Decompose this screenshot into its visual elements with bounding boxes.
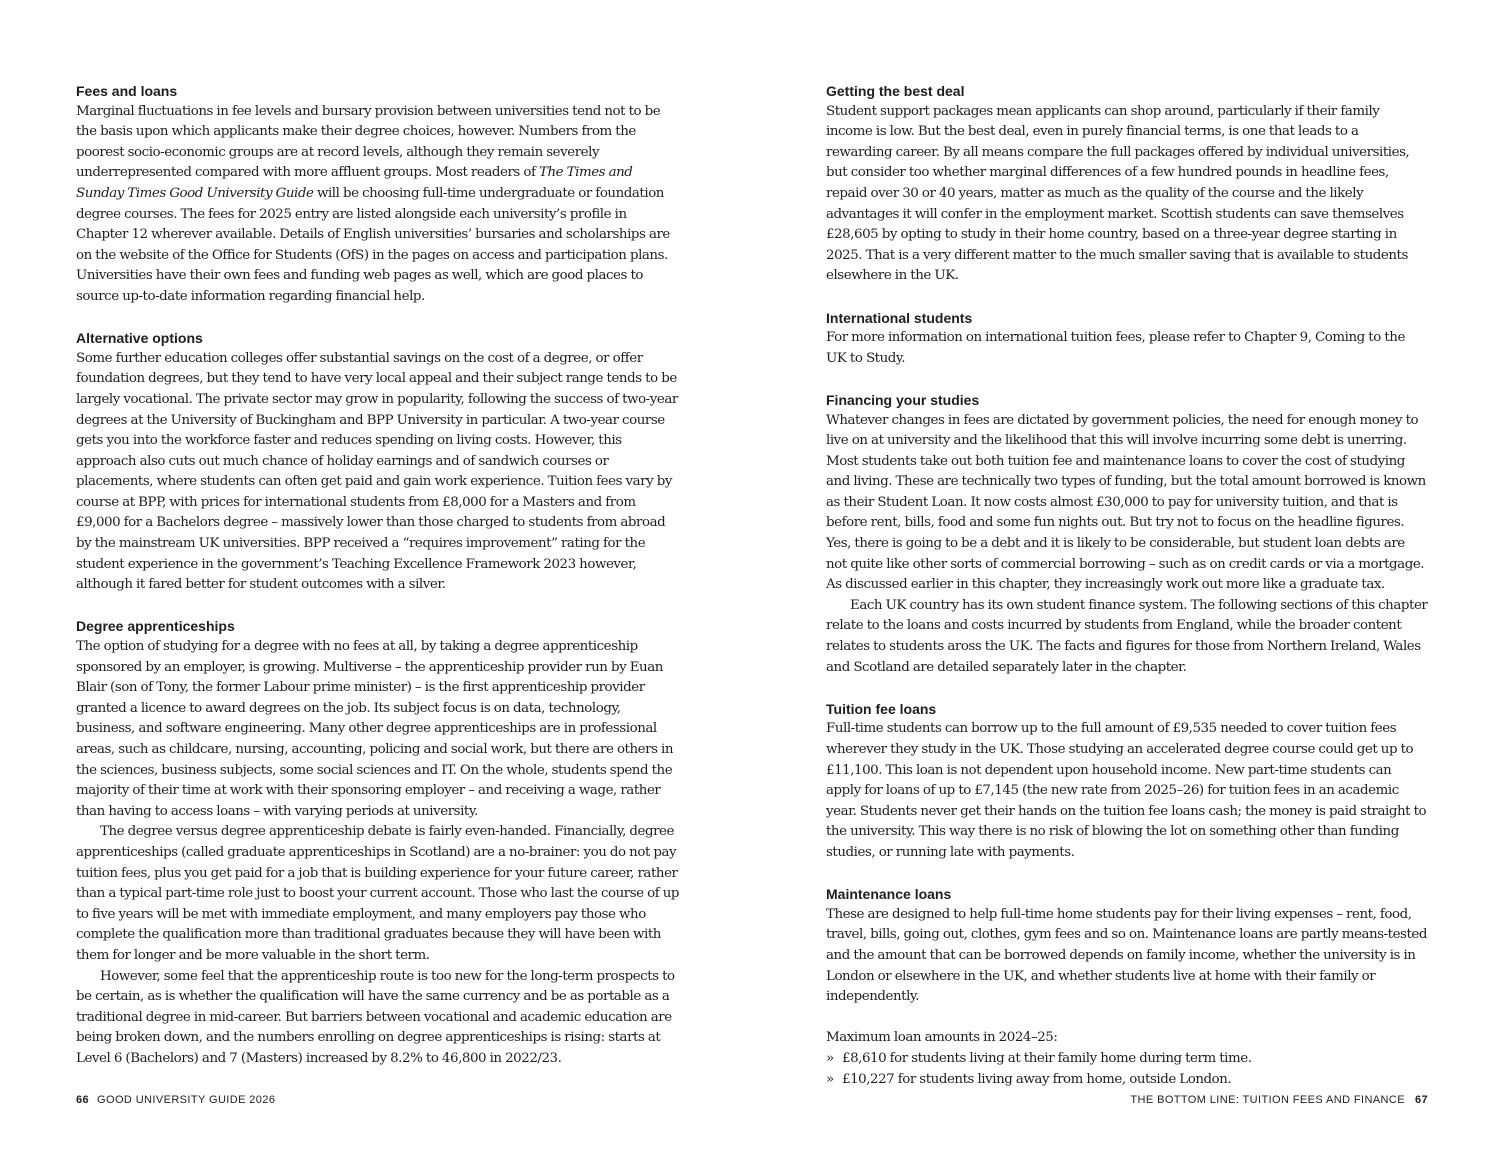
section-financing-your-studies [826, 390, 1428, 678]
right-column [826, 81, 1428, 1111]
section-heading: Fees and loans [76, 83, 178, 99]
left-footer [76, 1094, 275, 1106]
section-alternative-options [76, 328, 682, 596]
bullet-marker: » [826, 1071, 834, 1087]
section-heading: Alternative options [76, 330, 203, 347]
section-heading: International students [826, 309, 973, 326]
paragraph: Some further education colleges offer substantial savings on the cost of a degree, or offer foundation degrees, but they tend to have very local appeal and their subject range tends to be largely vocational. The private sector may grow in popularity, following the success of two-year degrees at the University of Buckingham and BPP University in particular. A two-year course gets you into the workforce faster and reduces spending on living costs. However, this approach also cuts out much chance of holiday earnings and of sandwich courses or placements, where students can often get paid and gain work experience. Tuition fees vary by course at BPP, with prices for international students from £8,000 for a Masters and from £9,000 for a Bachelors degree – massively lower than those charged to students from abroad by the mainstream UK universities. BPP received a “requires improvement” rating for the student experience in the government’s Teaching Excellence Framework 2023 however, although it fared better for student outcomes with a silver. [76, 350, 678, 593]
section-fees-and-loans [76, 81, 682, 308]
section-heading: Financing your studies [826, 391, 980, 408]
list-item-text: £10,227 for students living away from home, outside London. [842, 1071, 1232, 1087]
paragraph: For more information on international tuition fees, please refer to Chapter 9, Coming to the UK to Study. [826, 330, 1405, 366]
page-number: 66 [76, 1094, 90, 1106]
paragraph: Whatever changes in fees are dictated by government policies, the need for enough money to live on at university and the likelihood that this will involve incurring some debt is unerring. Most students take out both tuition fee and maintenance loans to cover the cost of studying and living. These are technically two types of funding, but the total amount borrowed is known as their Student Loan. It now costs almost £30,000 to pay for university tuition, and that is before rent, bills, food and some fun nights out. But try not to focus on the headline figures. Yes, there is going to be a debt and it is likely to be considerable, but student loan debts are not quite like other sorts of commercial borrowing – such as on credit cards or via a mortgage. As discussed earlier in this chapter, they increasingly work out more like a graduate tax. [826, 412, 1426, 593]
book-title-italic: The Times and Sunday Times Good University Guide [76, 165, 633, 201]
bullet-marker: » [826, 1050, 834, 1066]
section-tuition-fee-loans [826, 699, 1428, 864]
right-footer [1130, 1094, 1428, 1106]
paragraph-text: will be choosing full-time undergraduate or foundation degree courses. The fees for 2025 entry are listed alongside each university’s profile in Chapter 12 wherever available. Details of English universities’ bursaries and scholarships are on the website of the Office for Students (OfS) in the pages on access and participation plans. Universities have their own fees and funding web pages as well, which are good places to source up-to-date information regarding financial help. [76, 185, 670, 304]
section-maintenance-loans [826, 884, 1428, 1008]
bullet-list [826, 1049, 1428, 1090]
section-heading: Tuition fee loans [826, 700, 937, 717]
running-title: GOOD UNIVERSITY GUIDE 2026 [97, 1094, 276, 1106]
section-heading: Getting the best deal [826, 83, 965, 99]
section-international-students [826, 308, 1428, 370]
list-item [826, 1049, 1428, 1070]
section-degree-apprenticeships [76, 616, 682, 1069]
paragraph: However, some feel that the apprenticeship route is too new for the long-term prospects to be certain, as is whether the qualification will have the same currency and be as portable as a traditional degree in mid-career. But barriers between vocational and academic education are being broken down, and the numbers enrolling on degree apprenticeships is rising: starts at Level 6 (Bachelors) and 7 (Masters) increased by 8.2% to 46,800 in 2022/23. [76, 968, 675, 1066]
list-item-text: £8,610 for students living at their family home during term time. [842, 1050, 1252, 1066]
section-getting-the-best-deal [826, 81, 1428, 287]
page-number: 67 [1414, 1094, 1428, 1106]
loan-amounts-list [826, 1028, 1428, 1090]
left-page [76, 0, 682, 1151]
running-title: THE BOTTOM LINE: TUITION FEES AND FINANCE [1130, 1094, 1405, 1106]
paragraph: The degree versus degree apprenticeship debate is fairly even-handed. Financially, degree apprenticeships (called graduate apprenticeships in Scotland) are a no-brainer: you do not pay tuition fees, plus you get paid for a job that is building experience for your future career, rather than a typical part-time role just to boost your current account. Those who last the course of up to five years will be met with immediate employment, and many employers pay those who complete the qualification more than traditional graduates because they will have been with them for longer and be more valuable in the short term. [76, 824, 680, 963]
section-heading: Maintenance loans [826, 886, 952, 903]
paragraph [76, 102, 682, 308]
list-intro: Maximum loan amounts in 2024–25: [826, 1030, 1058, 1046]
list-item [826, 1070, 1428, 1091]
right-page [826, 0, 1428, 1151]
paragraph-text: Marginal fluctuations in fee levels and bursary provision between universities tend not to be the basis upon which applicants make their degree choices, however. Numbers from the poorest socio-economic groups are at record levels, although they remain severely underrepresented compared with more affluent groups. Most readers of [76, 103, 661, 181]
paragraph: Full-time students can borrow up to the full amount of £9,535 needed to cover tuition fees wherever they study in the UK. Those studying an accelerated degree course could get up to £11,100. This loan is not dependent upon household income. New part-time students can apply for loans of up to £7,145 (the new rate from 2025–26) for tuition fees in an academic year. Students never get their hands on the tuition fee loans cash; the money is paid straight to the university. This way there is no risk of blowing the lot on something other than funding studies, or running late with payments. [826, 721, 1427, 860]
section-heading: Degree apprenticeships [76, 618, 235, 635]
paragraph: The option of studying for a degree with no fees at all, by taking a degree apprenticeship sponsored by an employer, is growing. Multiverse – the apprenticeship provider run by Euan Blair (son of Tony, the former Labour prime minister) – is the first apprenticeship provider granted a licence to award degrees on the job. Its subject focus is on data, technology, business, and software engineering. Many other degree apprenticeships are in professional areas, such as childcare, nursing, accounting, policing and social work, but there are others in the sciences, business subjects, some social sciences and IT. On the whole, students spend the majority of their time at work with their sponsoring employer – and receiving a wage, rather than having to access loans – with varying periods at university. [76, 639, 674, 819]
paragraph: Each UK country has its own student finance system. The following sections of this chapter relate to the loans and costs incurred by students from England, while the broader content relates to students aross the UK. The facts and figures for those from Northern Ireland, Wales and Scotland are detailed separately later in the chapter. [826, 597, 1428, 675]
paragraph: Student support packages mean applicants can shop around, particularly if their family income is low. But the best deal, even in purely financial terms, is one that leads to a rewarding career. By all means compare the full packages offered by individual universities, but consider too whether marginal differences of a few hundred pounds in headline fees, repaid over 30 or 40 years, matter as much as the quality of the course and the likely advantages it will confer in the employment market. Scottish students can save themselves £28,605 by opting to study in their home country, based on a three-year degree starting in 2025. That is a very different matter to the much smaller saving that is available to students elsewhere in the UK. [826, 103, 1410, 284]
left-column [76, 81, 682, 1090]
paragraph: These are designed to help full-time home students pay for their living expenses – rent, food, travel, bills, going out, clothes, gym fees and so on. Maintenance loans are partly means-tested and the amount that can be borrowed depends on family income, whether the university is in London or elsewhere in the UK, and whether students live at home with their family or independently. [826, 906, 1428, 1005]
